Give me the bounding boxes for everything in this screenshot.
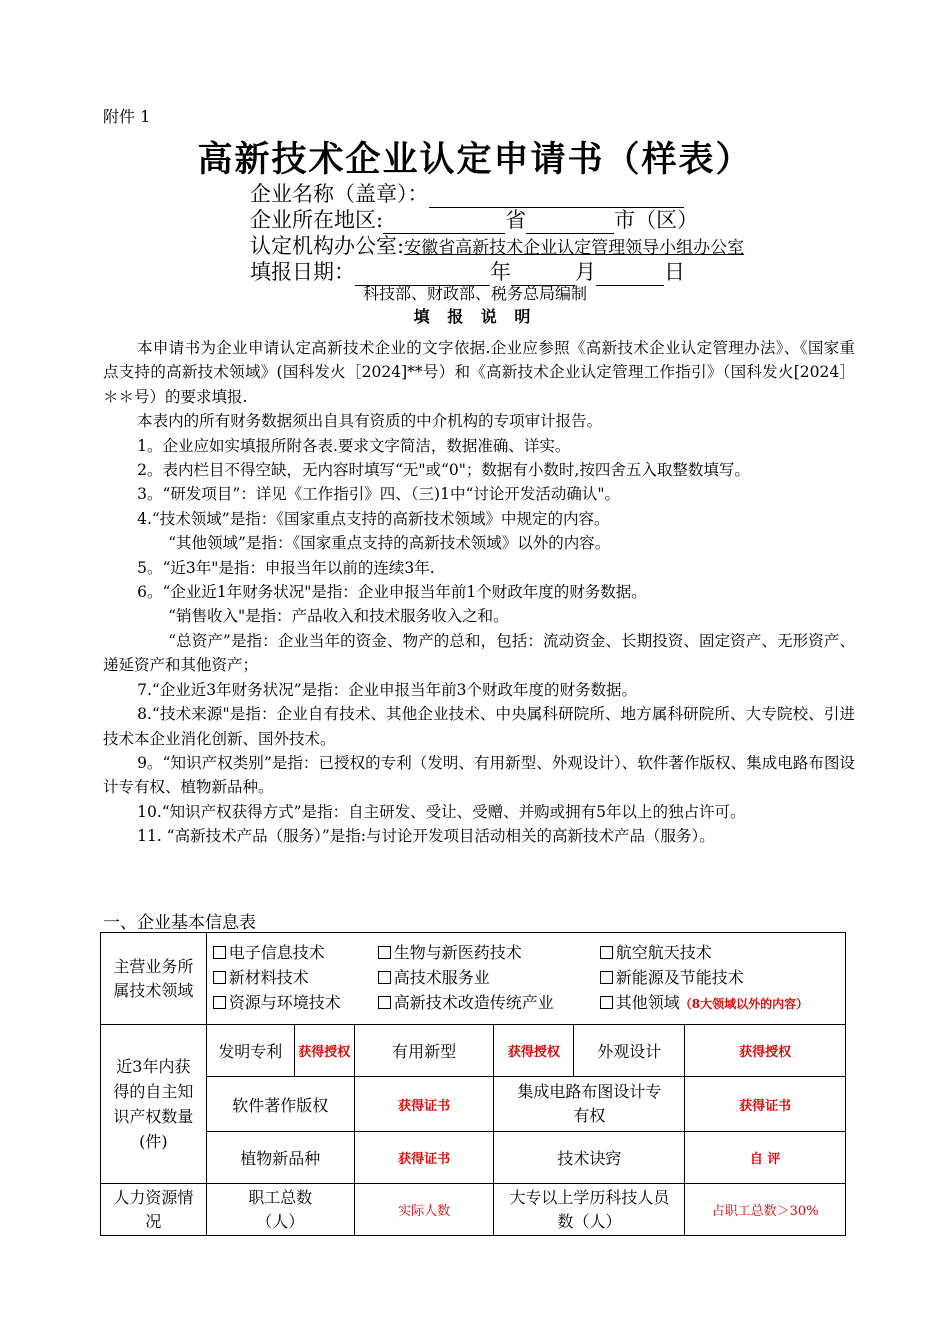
checkbox[interactable] (600, 971, 613, 984)
editor-line: 科技部、财政部、税务总局编制 (362, 284, 587, 303)
invention-value[interactable]: 获得授权 (294, 1025, 354, 1077)
page-title: 高新技术企业认定申请书（样表） (197, 139, 753, 180)
domain-option[interactable]: 新能源及节能技术 (600, 965, 744, 990)
year-label: 年 (490, 260, 511, 284)
instruction-item: 7.“企业近3年财务状况”是指：企业申报当年前3个财政年度的财务数据。 (137, 680, 637, 699)
day-label: 日 (664, 260, 685, 284)
ic-layout-label: 集成电路布图设计专有权 (494, 1077, 685, 1132)
instruction-item: 11. “高新技术产品（服务）”是指:与讨论开发项目活动相关的高新技术产品（服务）。 (137, 827, 715, 846)
know-how-label: 技术诀窍 (494, 1132, 685, 1184)
domain-option[interactable]: 资源与环境技术 (213, 990, 378, 1017)
college-staff-value[interactable]: 占职工总数＞30% (685, 1184, 846, 1236)
section-title: 一、企业基本信息表 (103, 913, 256, 933)
company-info-table (100, 932, 846, 1236)
design-label: 外观设计 (574, 1025, 685, 1077)
city-label: 市（区） (614, 208, 699, 232)
checkbox[interactable] (213, 946, 226, 959)
instruction-item: 4.“技术领域”是指：《国家重点支持的高新技术领域》中规定的内容。 (137, 509, 610, 528)
agency-label: 认定机构办公室: (250, 234, 405, 258)
domain-option[interactable]: 生物与新医药技术 (378, 940, 600, 965)
instructions (103, 336, 855, 849)
software-label: 软件著作版权 (206, 1077, 354, 1132)
utility-value[interactable]: 获得授权 (494, 1025, 574, 1077)
domain-option[interactable]: 其他领域（8大领域以外的内容） (600, 990, 808, 1017)
college-staff-label: 大专以上学历科技人员数（人） (494, 1184, 685, 1236)
instruction-item: “其他领域”是指：《国家重点支持的高新技术领域》以外的内容。 (168, 534, 611, 553)
domain-option[interactable]: 航空航天技术 (600, 940, 712, 965)
plant-value[interactable]: 获得证书 (354, 1132, 494, 1184)
software-value[interactable]: 获得证书 (354, 1077, 494, 1132)
checkbox[interactable] (600, 996, 613, 1009)
checkbox[interactable] (378, 946, 391, 959)
invention-label: 发明专利 (206, 1025, 294, 1077)
checkbox[interactable] (600, 946, 613, 959)
other-domain-note: （8大领域以外的内容） (679, 997, 809, 1011)
staff-total-value[interactable]: 实际人数 (354, 1184, 494, 1236)
instruction-item: 6。“企业近1年财务状况"是指：企业申报当年前1个财政年度的财务数据。 (137, 583, 647, 602)
instruction-item: 3。“研发项目”：详见《工作指引》四、（三)1中“讨论开发活动确认"。 (137, 485, 621, 504)
instruction-para: 本申请书为企业申请认定高新技术企业的文字依据.企业应参照《高新技术企业认定管理办法》、《国家重点支持的高新技术领域》(国科发火［2024]**号）和《高新技术企业认定管理工作指引》（国科发火[2024］＊＊号）的要求填报. (103, 339, 855, 406)
instruction-item: 2。表内栏目不得空缺，无内容时填写“无"或“0"；数据有小数时,按四舍五入取整数填写。 (137, 461, 750, 480)
domain-option[interactable]: 高新技术改造传统产业 (378, 990, 600, 1017)
checkbox[interactable] (378, 996, 391, 1009)
instruction-para: 本表内的所有财务数据须出自具有资质的中介机构的专项审计报告。 (137, 412, 603, 431)
company-name-label: 企业名称（盖章）： (250, 182, 429, 206)
domain-label: 主营业务所属技术领域 (101, 933, 207, 1025)
domain-option[interactable]: 高技术服务业 (378, 965, 600, 990)
instruction-item: 5。“近3年"是指：申报当年以前的连续3年. (137, 558, 435, 577)
know-how-value[interactable]: 自 评 (685, 1132, 846, 1184)
checkbox[interactable] (213, 996, 226, 1009)
attachment-label: 附件 1 (103, 107, 151, 126)
domain-option[interactable]: 电子信息技术 (213, 940, 378, 965)
instruction-item: 1。企业应如实填报所附各表.要求文字简洁，数据准确、详实。 (137, 436, 571, 455)
checkbox[interactable] (213, 971, 226, 984)
staff-total-label: 职工总数（人） (206, 1184, 354, 1236)
agency-value: 安徽省高新技术企业认定管理领导小组办公室 (404, 238, 745, 258)
instruction-item: 10.“知识产权获得方式”是指：自主研发、受让、受赠、并购或拥有5年以上的独占许可。 (137, 802, 746, 821)
hr-label: 人力资源情况 (101, 1184, 207, 1236)
checkbox[interactable] (378, 971, 391, 984)
month-label: 月 (575, 260, 596, 284)
province-label: 省 (505, 208, 527, 232)
instruction-item: 9。“知识产权类别”是指：已授权的专利（发明、有用新型、外观设计）、软件著作版权、集成电路布图设计专有权、植物新品种。 (103, 753, 855, 797)
instruction-item: 8.“技术来源"是指：企业自有技术、其他企业技术、中央属科研院所、地方属科研院所、大专院校、引进技术本企业消化创新、国外技术。 (103, 705, 855, 748)
date-label: 填报日期： (250, 260, 355, 284)
ic-layout-value[interactable]: 获得证书 (685, 1077, 846, 1132)
ip-label: 近3年内获得的自主知识产权数量(件) (101, 1025, 207, 1184)
region-label: 企业所在地区: (250, 208, 384, 232)
plant-label: 植物新品种 (206, 1132, 354, 1184)
utility-label: 有用新型 (354, 1025, 494, 1077)
design-value[interactable]: 获得授权 (685, 1025, 846, 1077)
notes-title: 填 报 说 明 (413, 307, 537, 326)
domain-option[interactable]: 新材料技术 (213, 965, 378, 990)
instruction-item: “总资产”是指：企业当年的资金、物产的总和，包括：流动资金、长期投资、固定资产、无形资产、递延资产和其他资产； (103, 631, 855, 675)
domain-options (206, 933, 845, 1025)
instruction-item: “销售收入"是指：产品收入和技术服务收入之和。 (168, 607, 509, 626)
